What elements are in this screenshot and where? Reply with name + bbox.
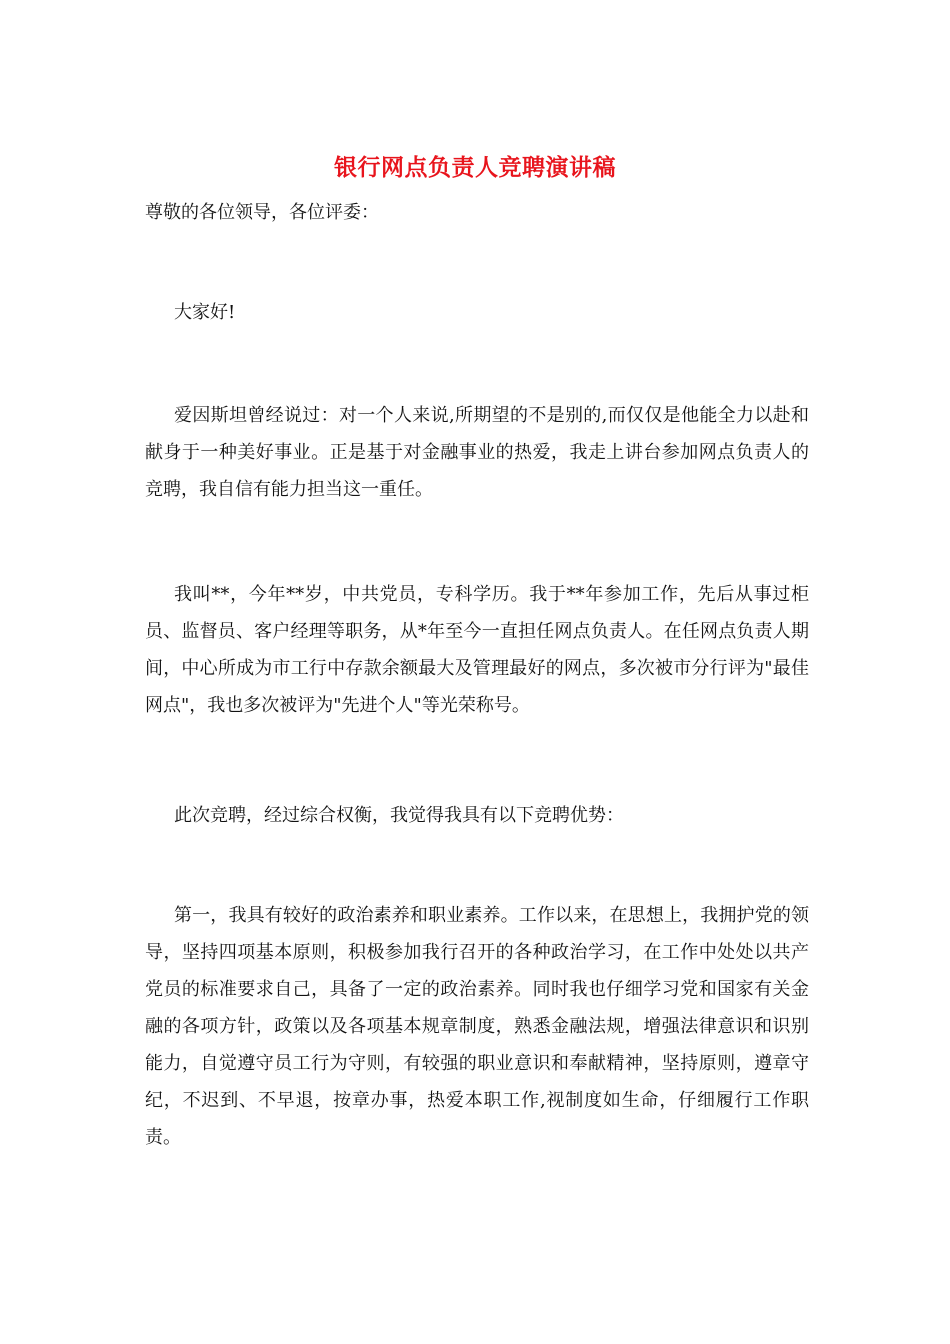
paragraph-einstein-quote: 爱因斯坦曾经说过：对一个人来说,所期望的不是别的,而仅仅是他能全力以赴和献身于一种美好事业。正是基于对金融事业的热爱，我走上讲台参加网点负责人的竞聘，我自信有能力担当这一重任。 xyxy=(145,405,809,500)
paragraph-advantages-intro: 此次竞聘，经过综合权衡，我觉得我具有以下竞聘优势： xyxy=(174,805,624,826)
salutation: 尊敬的各位领导，各位评委： xyxy=(145,202,379,223)
paragraph-advantage-first: 第一，我具有较好的政治素养和职业素养。工作以来，在思想上，我拥护党的领导，坚持四项基本原则，积极参加我行召开的各种政治学习，在工作中处处以共产党员的标准要求自己，具备了一定的政治素养。同时我也仔细学习党和国家有关金融的各项方针，政策以及各项基本规章制度，熟悉金融法规，增强法律意识和识别能力，自觉遵守员工行为守则，有较强的职业意识和奉献精神，坚持原则，遵章守纪，不迟到、不早退，按章办事，热爱本职工作,视制度如生命，仔细履行工作职责。 xyxy=(145,905,809,1148)
paragraph-self-introduction: 我叫**，今年**岁，中共党员，专科学历。我于**年参加工作，先后从事过柜员、监督员、客户经理等职务，从*年至今一直担任网点负责人。在任网点负责人期间，中心所成为市工行中存款余额最大及管理最好的网点，多次被市分行评为"最佳网点"，我也多次被评为"先进个人"等光荣称号。 xyxy=(145,584,809,716)
document-title: 银行网点负责人竞聘演讲稿 xyxy=(334,154,616,181)
paragraph-greeting: 大家好! xyxy=(174,302,236,323)
